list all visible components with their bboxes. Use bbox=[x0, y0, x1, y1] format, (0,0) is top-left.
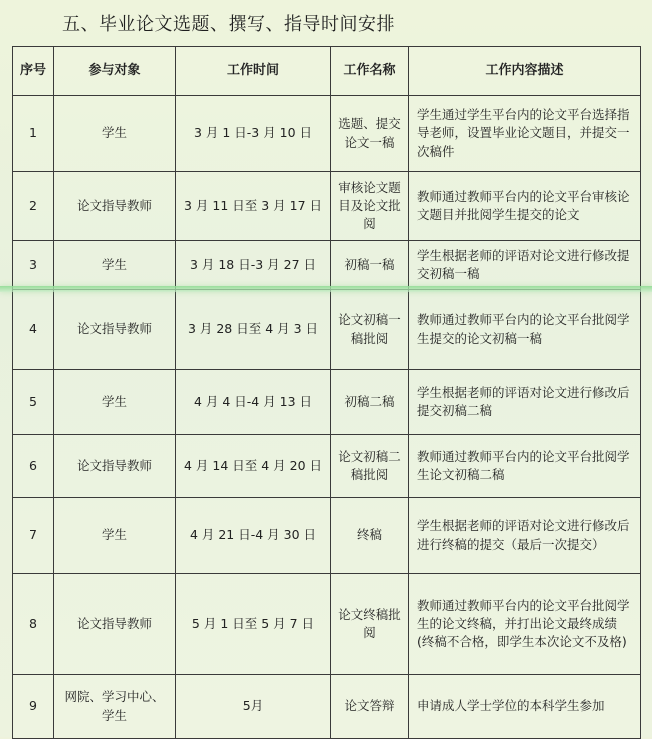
table-header-row bbox=[13, 47, 641, 96]
participant-cell: 论文指导教师 bbox=[54, 172, 176, 241]
row-number: 6 bbox=[13, 435, 54, 498]
row-number: 3 bbox=[13, 241, 54, 290]
work-name-cell: 初稿一稿 bbox=[331, 241, 409, 290]
description-cell: 教师通过教师平台内的论文平台批阅学生的论文终稿，并打出论文最终成绩(终稿不合格，即学生本次论文不及格) bbox=[409, 574, 641, 675]
section-title: 五、毕业论文选题、撰写、指导时间安排 bbox=[62, 14, 395, 35]
row-number: 9 bbox=[13, 675, 54, 739]
time-cell: 4 月 21 日-4 月 30 日 bbox=[176, 498, 331, 574]
participant-cell: 论文指导教师 bbox=[54, 435, 176, 498]
work-name-cell: 论文终稿批阅 bbox=[331, 574, 409, 675]
header-sequence-number: 序号 bbox=[13, 47, 54, 96]
description-cell: 学生根据老师的评语对论文进行修改提交初稿一稿 bbox=[409, 241, 641, 290]
participant-cell: 学生 bbox=[54, 241, 176, 290]
description-cell: 学生根据老师的评语对论文进行修改后进行终稿的提交（最后一次提交） bbox=[409, 498, 641, 574]
table-row bbox=[13, 172, 641, 241]
description-cell: 学生根据老师的评语对论文进行修改后提交初稿二稿 bbox=[409, 370, 641, 435]
time-cell: 5 月 1 日至 5 月 7 日 bbox=[176, 574, 331, 675]
description-cell: 教师通过教师平台内的论文平台批阅学生提交的论文初稿一稿 bbox=[409, 290, 641, 370]
work-name-cell: 论文答辩 bbox=[331, 675, 409, 739]
work-name-cell: 选题、提交论文一稿 bbox=[331, 96, 409, 172]
header-work-time: 工作时间 bbox=[176, 47, 331, 96]
row-number: 8 bbox=[13, 574, 54, 675]
time-cell: 3 月 28 日至 4 月 3 日 bbox=[176, 290, 331, 370]
work-name-cell: 初稿二稿 bbox=[331, 370, 409, 435]
table-row bbox=[13, 370, 641, 435]
table-row bbox=[13, 290, 641, 370]
time-cell: 3 月 1 日-3 月 10 日 bbox=[176, 96, 331, 172]
description-cell: 学生通过学生平台内的论文平台选择指导老师，设置毕业论文题目，并提交一次稿件 bbox=[409, 96, 641, 172]
time-cell: 5月 bbox=[176, 675, 331, 739]
participant-cell: 学生 bbox=[54, 498, 176, 574]
row-number: 2 bbox=[13, 172, 54, 241]
time-cell: 4 月 4 日-4 月 13 日 bbox=[176, 370, 331, 435]
time-cell: 3 月 18 日-3 月 27 日 bbox=[176, 241, 331, 290]
table-row bbox=[13, 675, 641, 739]
description-cell: 教师通过教师平台内的论文平台批阅学生论文初稿二稿 bbox=[409, 435, 641, 498]
header-work-name: 工作名称 bbox=[331, 47, 409, 96]
work-name-cell: 终稿 bbox=[331, 498, 409, 574]
description-cell: 教师通过教师平台内的论文平台审核论文题目并批阅学生提交的论文 bbox=[409, 172, 641, 241]
table-row bbox=[13, 96, 641, 172]
participant-cell: 学生 bbox=[54, 370, 176, 435]
table-row bbox=[13, 498, 641, 574]
work-name-cell: 论文初稿二稿批阅 bbox=[331, 435, 409, 498]
time-cell: 3 月 11 日至 3 月 17 日 bbox=[176, 172, 331, 241]
participant-cell: 论文指导教师 bbox=[54, 290, 176, 370]
header-work-description: 工作内容描述 bbox=[409, 47, 641, 96]
row-number: 1 bbox=[13, 96, 54, 172]
description-cell: 申请成人学士学位的本科学生参加 bbox=[409, 675, 641, 739]
row-number: 7 bbox=[13, 498, 54, 574]
participant-cell: 论文指导教师 bbox=[54, 574, 176, 675]
work-name-cell: 审核论文题目及论文批阅 bbox=[331, 172, 409, 241]
row-number: 4 bbox=[13, 290, 54, 370]
participant-cell: 网院、学习中心、学生 bbox=[54, 675, 176, 739]
work-name-cell: 论文初稿一稿批阅 bbox=[331, 290, 409, 370]
table-row bbox=[13, 241, 641, 290]
table-row bbox=[13, 435, 641, 498]
time-cell: 4 月 14 日至 4 月 20 日 bbox=[176, 435, 331, 498]
table-row bbox=[13, 574, 641, 675]
header-participant: 参与对象 bbox=[54, 47, 176, 96]
schedule-table bbox=[12, 46, 641, 739]
row-number: 5 bbox=[13, 370, 54, 435]
participant-cell: 学生 bbox=[54, 96, 176, 172]
